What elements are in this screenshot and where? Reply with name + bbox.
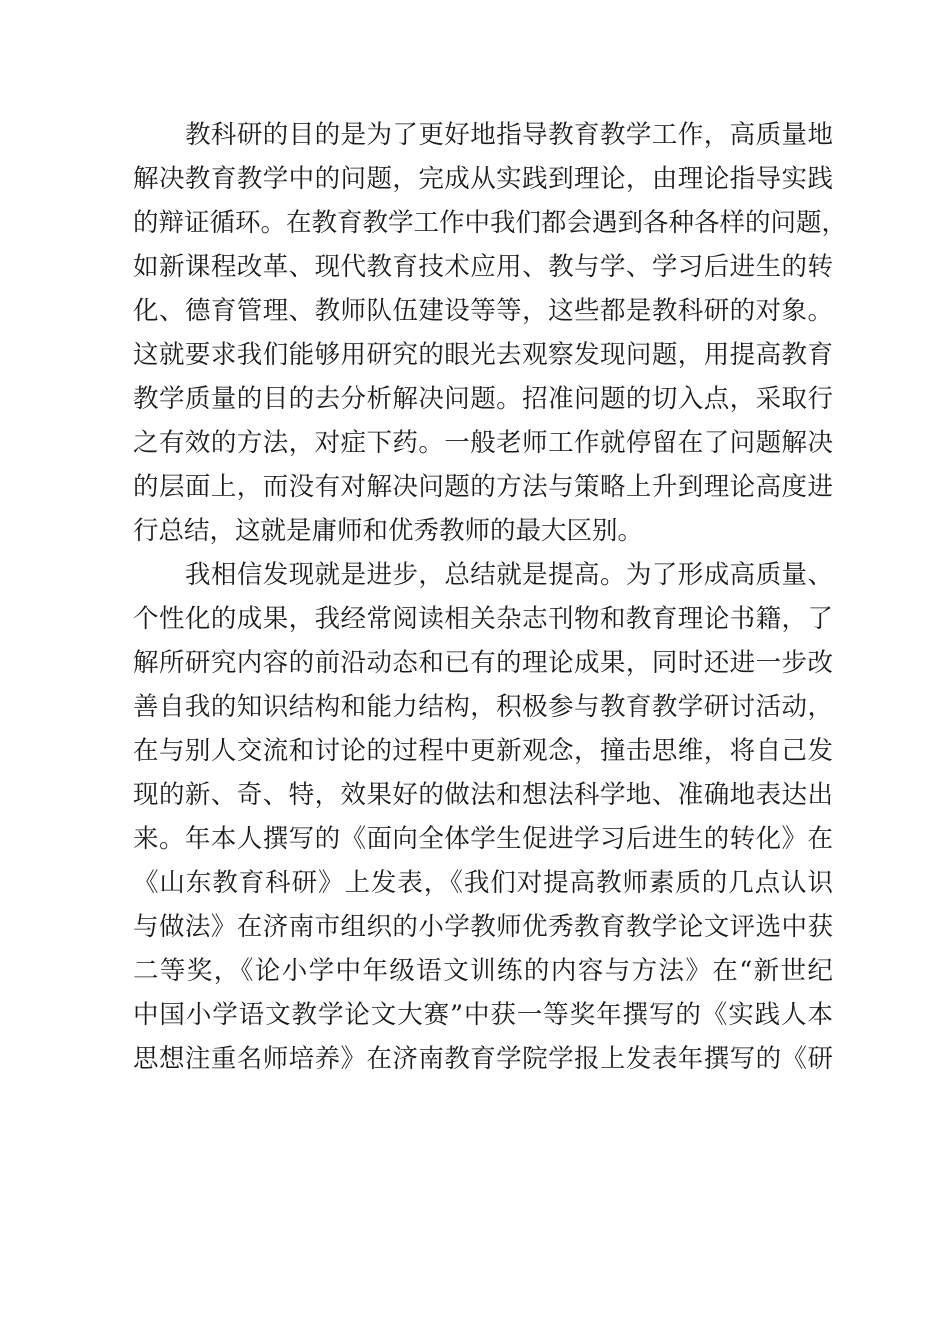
paragraph-line: 如新课程改革、现代教育技术应用、教与学、学习后进生的转 — [133, 252, 833, 282]
paragraph-line: 二等奖，《论小学中年级语文训练的内容与方法》在“新世纪 — [133, 956, 833, 986]
paragraph-line: 现的新、奇、特，效果好的做法和想法科学地、准确地表达出 — [133, 780, 833, 810]
body-text — [133, 113, 848, 1081]
paragraph-line: 解所研究内容的前沿动态和已有的理论成果，同时还进一步改 — [133, 648, 833, 678]
paragraph-line: 教科研的目的是为了更好地指导教育教学工作，高质量地 — [185, 120, 833, 150]
paragraph-line: 的层面上，而没有对解决问题的方法与策略上升到理论高度进 — [133, 472, 833, 502]
paragraph-line: 的辩证循环。在教育教学工作中我们都会遇到各种各样的问题， — [133, 208, 848, 238]
paragraph-line: 行总结，这就是庸师和优秀教师的最大区别。 — [133, 516, 644, 546]
paragraph-line: 思想注重名师培养》在济南教育学院学报上发表年撰写的《研 — [133, 1044, 833, 1074]
paragraph-line: 中国小学语文教学论文大赛”中获一等奖年撰写的《实践人本 — [133, 1000, 833, 1030]
paragraph-line: 我相信发现就是进步，总结就是提高。为了形成高质量、 — [185, 560, 833, 590]
paragraph-line: 善自我的知识结构和能力结构，积极参与教育教学研讨活动， — [133, 692, 833, 722]
paragraph-line: 教学质量的目的去分析解决问题。招准问题的切入点，采取行 — [133, 384, 833, 414]
paragraph-1 — [133, 113, 848, 553]
paragraph-line: 个性化的成果，我经常阅读相关杂志刊物和教育理论书籍，了 — [133, 604, 833, 634]
paragraph-line: 之有效的方法，对症下药。一般老师工作就停留在了问题解决 — [133, 428, 833, 458]
paragraph-2 — [133, 553, 833, 1081]
paragraph-line: 这就要求我们能够用研究的眼光去观察发现问题，用提高教育 — [133, 340, 833, 370]
paragraph-line: 在与别人交流和讨论的过程中更新观念，撞击思维，将自己发 — [133, 736, 833, 766]
paragraph-line: 化、德育管理、教师队伍建设等等，这些都是教科研的对象。 — [133, 296, 833, 326]
paragraph-line: 解决教育教学中的问题，完成从实践到理论，由理论指导实践 — [133, 164, 833, 194]
paragraph-line: 与做法》在济南市组织的小学教师优秀教育教学论文评选中获 — [133, 912, 833, 942]
paragraph-line: 《山东教育科研》上发表，《我们对提高教师素质的几点认识 — [133, 868, 833, 898]
paragraph-line: 来。年本人撰写的《面向全体学生促进学习后进生的转化》在 — [133, 824, 833, 854]
